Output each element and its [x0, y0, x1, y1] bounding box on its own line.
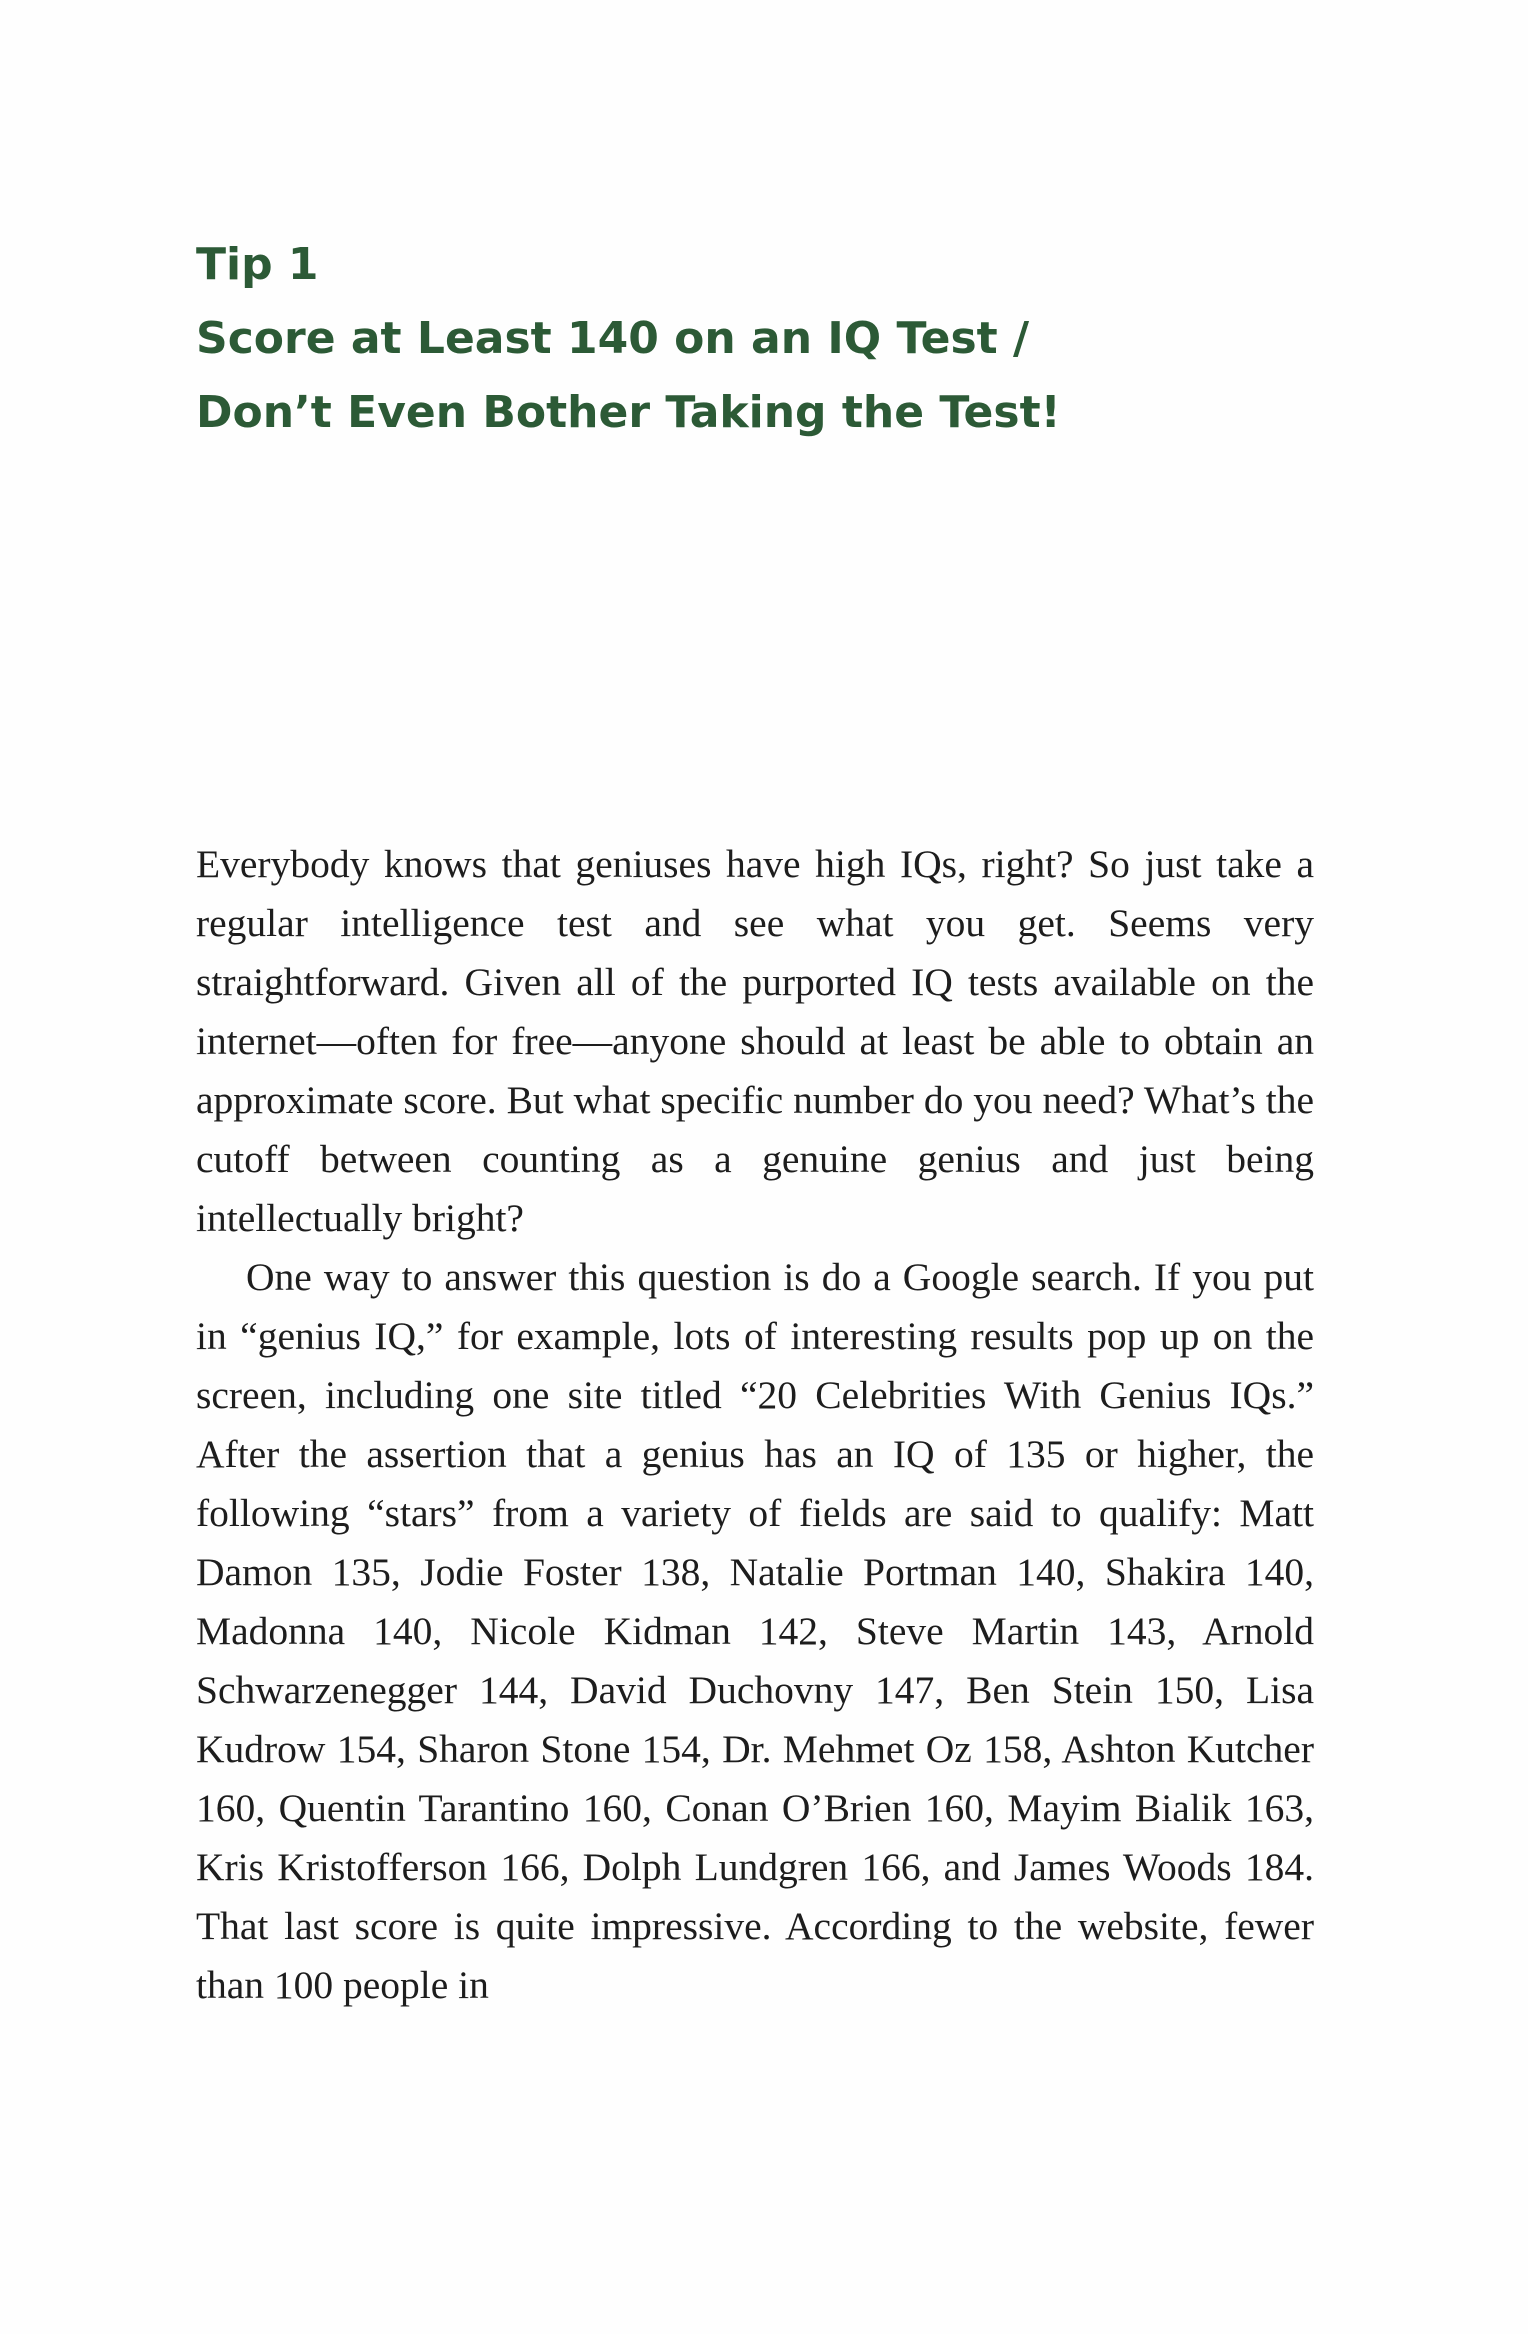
paragraph-1: Everybody knows that geniuses have high IQs, right? So just take a regular intelligence test and see what you get. Seems very straightforward. Given all of the purported IQ tests available on the internet—often for free—anyone should at least be able to obtain an approximate score. But what specific number do you need? What’s the cutoff between counting as a genuine genius and just being intellectually bright?	[196, 842, 1314, 1240]
paragraph-2: One way to answer this question is do a Google search. If you put in “genius IQ,” for example, lots of interesting results pop up on the screen, including one site titled “20 Celebrities With Genius IQs.” After the assertion that a genius has an IQ of 135 or higher, the following “stars” from a variety of fields are said to qualify: Matt Damon 135, Jodie Foster 138, Natalie Portman 140, Shakira 140, Madonna 140, Nicole Kidman 142, Steve Martin 143, Arnold Schwarzenegger 144, David Duchovny 147, Ben Stein 150, Lisa Kudrow 154, Sharon Stone 154, Dr. Mehmet Oz 158, Ashton Kutcher 160, Quentin Tarantino 160, Conan O’Brien 160, Mayim Bialik 163, Kris Kristofferson 166, Dolph Lundgren 166, and James Woods 184. That last score is quite impressive. According to the website, fewer than 100 people in	[196, 1255, 1314, 2007]
tip-label: Tip 1	[196, 239, 319, 290]
chapter-title-line-2: Don’t Even Bother Taking the Test!	[196, 387, 1061, 438]
body-text	[196, 835, 1314, 2015]
chapter-heading	[196, 228, 1296, 450]
chapter-title-line-1: Score at Least 140 on an IQ Test /	[196, 313, 1030, 364]
